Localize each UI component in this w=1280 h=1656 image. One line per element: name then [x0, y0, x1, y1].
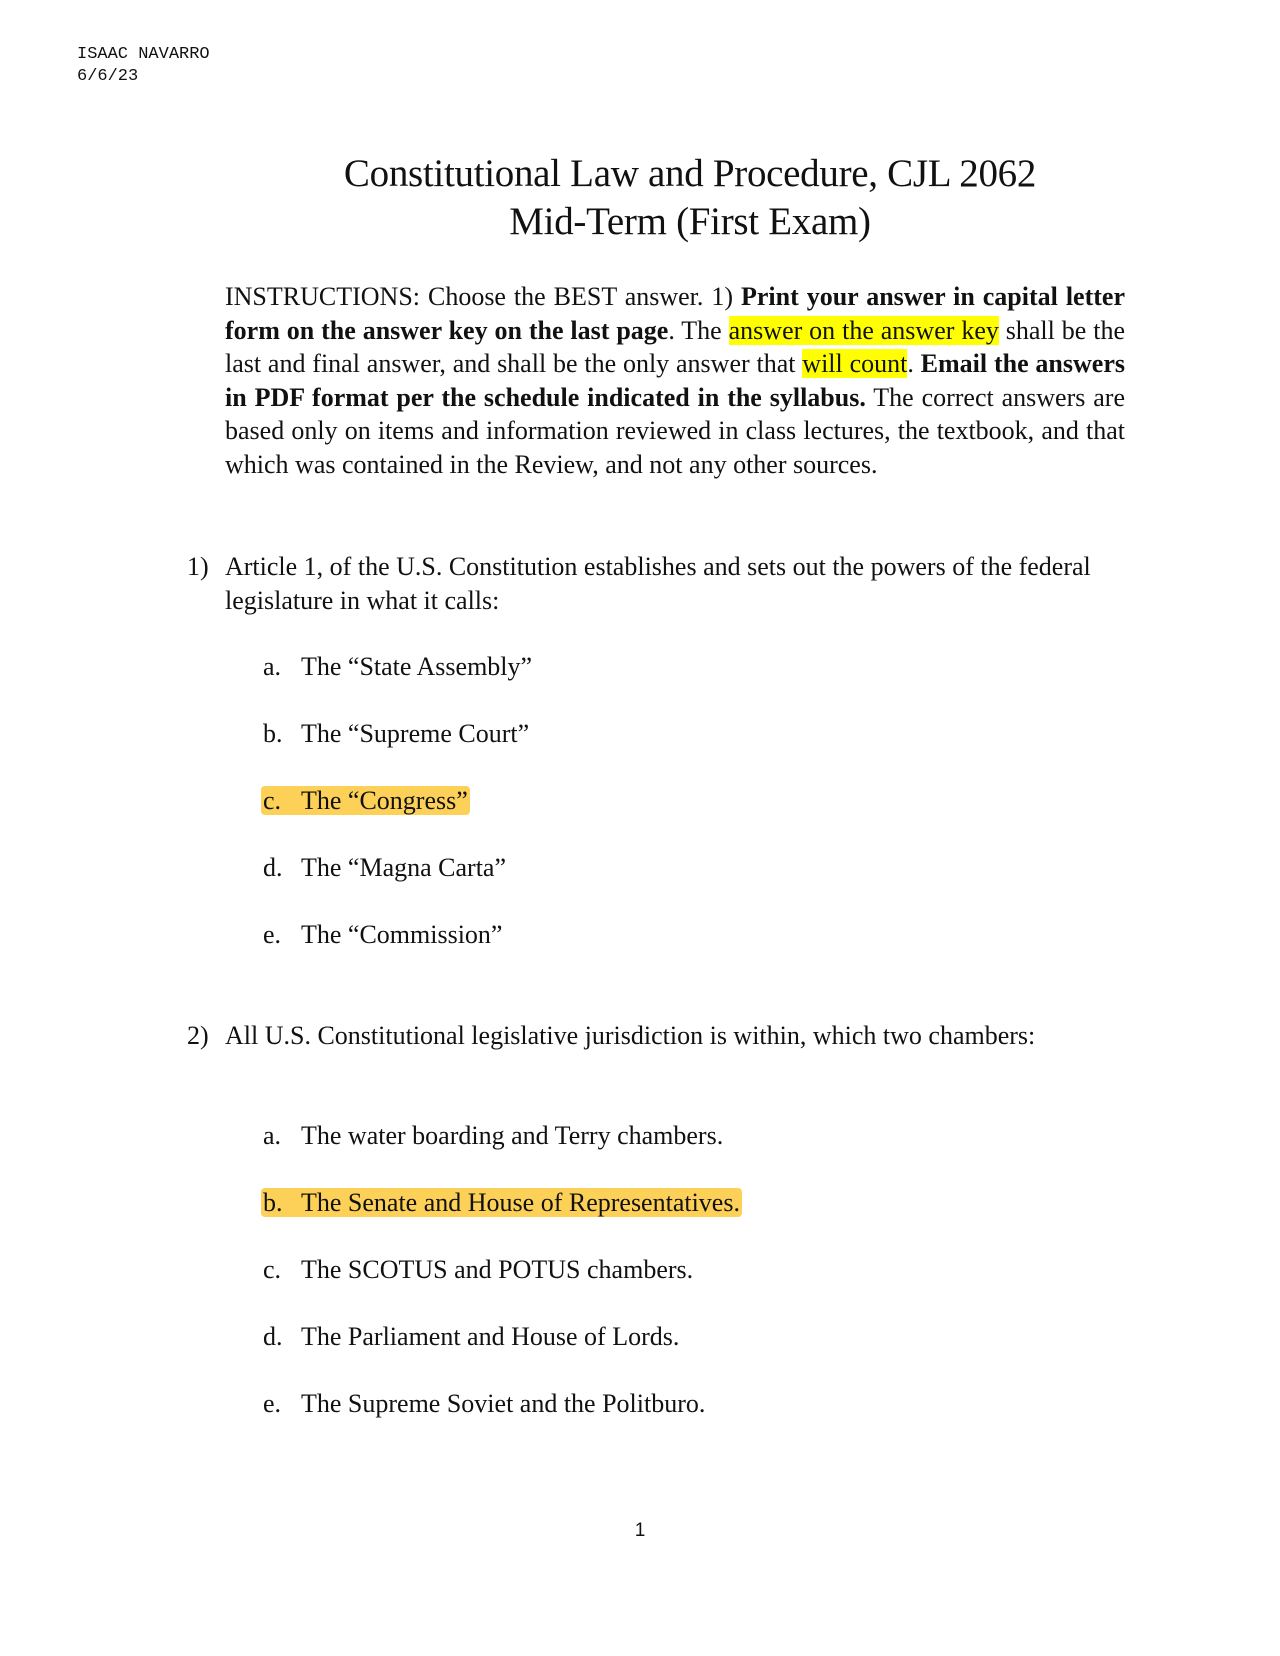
- page-title: [0, 150, 1280, 246]
- title-line-1: Constitutional Law and Procedure, CJL 2062: [343, 152, 1037, 195]
- question-2-option-e: [263, 1387, 705, 1420]
- question-1-option-a: [263, 650, 532, 683]
- question-2-option-c: [263, 1253, 693, 1286]
- question-text: All U.S. Constitutional legislative jurisdiction is within, which two chambers:: [225, 1021, 1036, 1050]
- option-letter: b.: [263, 719, 283, 748]
- option-letter: d.: [263, 1322, 283, 1351]
- option-text: The “Magna Carta”: [301, 853, 507, 882]
- exam-date: 6/6/23: [77, 67, 139, 86]
- option-letter: b.: [263, 1188, 283, 1217]
- question-1: [187, 550, 1127, 617]
- option-letter: d.: [263, 853, 283, 882]
- instructions-highlight-1: answer on the answer key: [728, 315, 999, 345]
- option-text: The Senate and House of Representatives.: [301, 1188, 740, 1217]
- title-line-2: Mid-Term (First Exam): [509, 200, 871, 243]
- instructions-text-1: INSTRUCTIONS: Choose the BEST answer. 1): [225, 282, 741, 311]
- option-letter: a.: [263, 1121, 282, 1150]
- question-1-option-b: [263, 717, 529, 750]
- question-2-option-a: [263, 1119, 723, 1152]
- instructions-bold-1: Print your answer in capital letter form on the answer key on the last page: [225, 282, 1125, 345]
- question-1-option-d: [263, 851, 506, 884]
- option-text: The SCOTUS and POTUS chambers.: [301, 1255, 694, 1284]
- option-letter: e.: [263, 920, 282, 949]
- option-letter: e.: [263, 1389, 282, 1418]
- option-text: The “Congress”: [301, 786, 468, 815]
- option-text: The Parliament and House of Lords.: [301, 1322, 680, 1351]
- student-name: ISAAC NAVARRO: [77, 45, 210, 64]
- question-text: Article 1, of the U.S. Constitution establishes and sets out the powers of the federal legislature in what it calls:: [225, 552, 1091, 615]
- instructions-paragraph: [225, 280, 1125, 482]
- instructions-text-2: . The: [668, 315, 729, 345]
- option-text: The “State Assembly”: [301, 652, 533, 681]
- instructions-text-3: shall be the last and final answer, and shall be the only answer that: [225, 315, 1126, 379]
- page-number: 1: [634, 1520, 646, 1541]
- option-text: The “Commission”: [301, 920, 503, 949]
- question-2-option-d: [263, 1320, 679, 1353]
- option-letter: c.: [263, 786, 282, 815]
- question-1-option-c-selected: [263, 784, 470, 817]
- question-2-option-b-selected: [263, 1186, 742, 1219]
- question-number: 2): [187, 1021, 209, 1050]
- instructions-text-5: The correct answers are based only on items and information reviewed in class lectures, the textbook, and that which was contained in the Review, and not any other sources.: [225, 382, 1125, 479]
- option-letter: c.: [263, 1255, 282, 1284]
- question-2: [187, 1019, 1127, 1053]
- header-block: [77, 44, 210, 88]
- option-text: The Supreme Soviet and the Politburo.: [301, 1389, 706, 1418]
- answer-highlight: [261, 1188, 742, 1217]
- option-text: The “Supreme Court”: [301, 719, 530, 748]
- answer-highlight: [261, 786, 470, 815]
- instructions-highlight-2: will count: [802, 349, 908, 379]
- option-text: The water boarding and Terry chambers.: [301, 1121, 724, 1150]
- option-letter: a.: [263, 652, 282, 681]
- question-1-option-e: [263, 918, 502, 951]
- instructions-bold-2: Email the answers in PDF format per the schedule indicated in the syllabus.: [225, 349, 1125, 412]
- question-number: 1): [187, 552, 209, 581]
- instructions-text-4: .: [907, 349, 921, 379]
